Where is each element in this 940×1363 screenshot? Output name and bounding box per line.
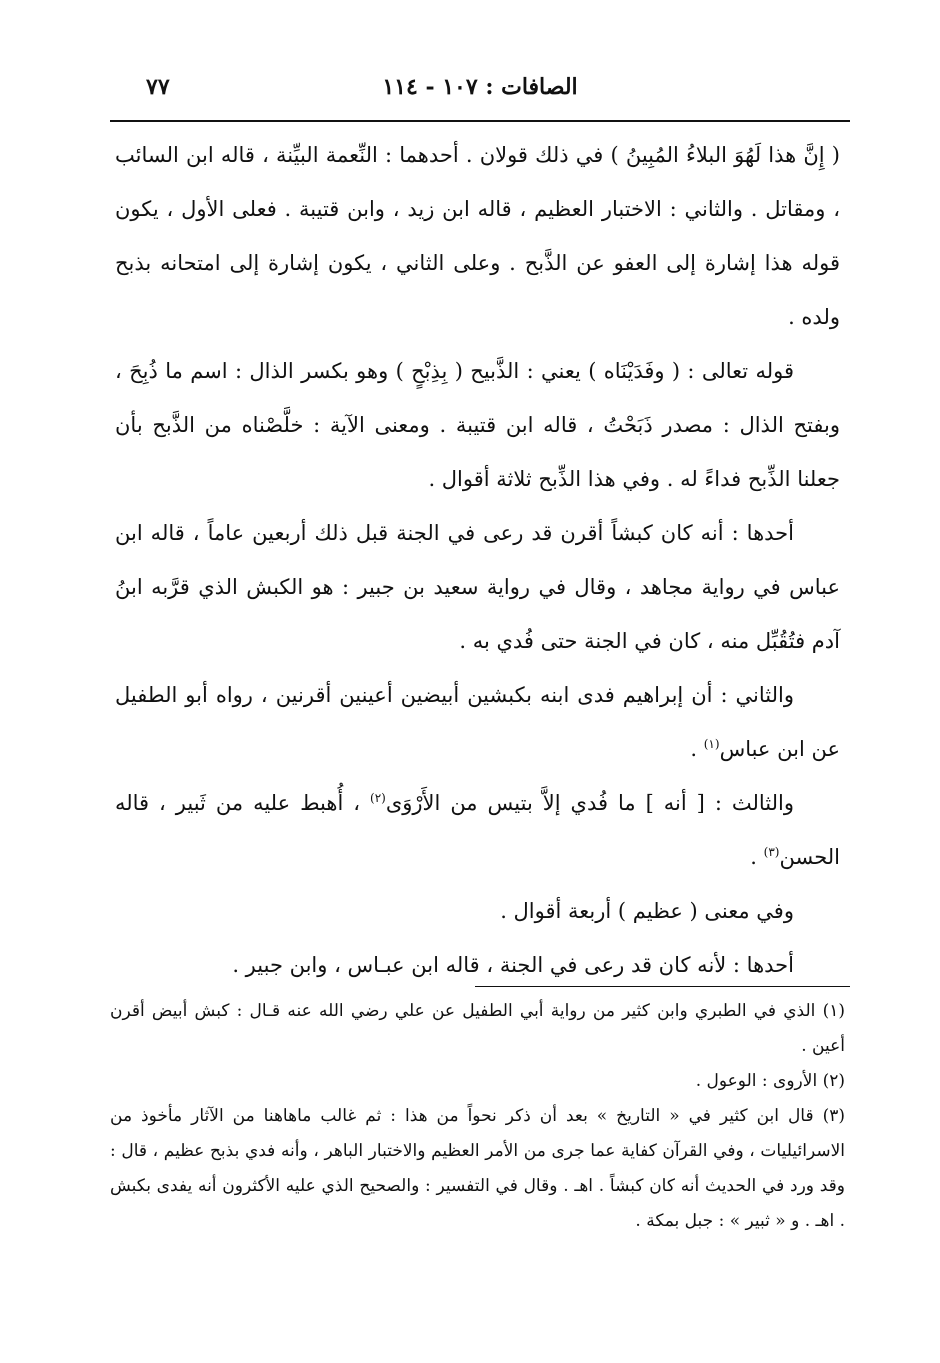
paragraph-3: أحدها : أنه كان كبشاً أقرن قد رعى في الجنة قبل ذلك أربعين عاماً ، قاله ابن عباس في رواية مجاهد ، وقال في رواية سعيد بن جبير : هو الكبش الذي قرَّبه ابنُ آدم فتُقُبِّل منه ، كان في الجنة حتى فُدي به . bbox=[115, 521, 840, 653]
footnote-3: (٣) قال ابن كثير في « التاريخ » بعد أن ذكر نحواً من هذا : ثم غالب ماهاهنا من الآثار مأخوذ من الاسرائيليات ، وفي القرآن كفاية عما جرى من الأمر العظيم والاختبار الباهر ، وأنه فدي بذبح عظيم ، قال : وقد ورد في الحديث أنه كان كبشاً . اهـ . وقال في التفسير : والصحيح الذي عليه الأكثرون أنه يفدى بكبش . اهـ . و « ثبير » : جبل بمكة . bbox=[110, 1106, 845, 1231]
paragraph-2: قوله تعالى : ( وفَدَيْنَاه ) يعني : الذَّبيح ( بِذِبْحٍ ) وهو بكسر الذال : اسم ما ذُبِحَ ، وبفتح الذال : مصدر ذَبَحْتُ ، قاله ابن قتيبة . ومعنى الآية : خلَّصْناه من الذَّبح بأن جعلنا الذِّبح فداءً له . وفي هذا الذِّبح ثلاثة أقوال . bbox=[115, 359, 840, 491]
footnote-separator bbox=[475, 986, 850, 987]
header-rule bbox=[110, 120, 850, 122]
paragraph-5-text-a: والثالث : [ أنه ] ما فُدي إلاَّ بتيس من الأَرْوَى bbox=[385, 791, 794, 815]
page-number: ٧٧ bbox=[146, 74, 170, 100]
paragraph-6: وفي معنى ( عظيم ) أربعة أقوال . bbox=[500, 899, 794, 923]
page-header bbox=[110, 70, 850, 110]
paragraph-4 bbox=[115, 668, 840, 776]
paragraph-5-end: . bbox=[750, 845, 764, 869]
footnote-ref-3: (٣) bbox=[763, 845, 780, 859]
paragraph-1: ( إِنَّ هذا لَهُوَ البلاءُ المُبِينُ ) في ذلك قولان . أحدهما : النِّعمة البيِّنة ، قاله ابن السائب ، ومقاتل . والثاني : الاختبار العظيم ، قاله ابن زيد ، وابن قتيبة . فعلى الأول ، يكون قوله هذا إشارة إلى العفو عن الذَّبح . وعلى الثاني ، يكون إشارة إلى امتحانه بذبح ولده . bbox=[115, 143, 840, 329]
footnote-2: (٢) الأروى : الوعول . bbox=[695, 1071, 845, 1091]
footnote-ref-2: (٢) bbox=[370, 791, 386, 805]
paragraph-7: أحدها : لأنه كان قد رعى في الجنة ، قاله ابن عبـاس ، وابن جبير . bbox=[232, 953, 794, 977]
paragraph-4-text: والثاني : أن إبراهيم فدى ابنه بكبشين أبيضين أعينين أقرنين ، رواه أبو الطفيل عن ابن عباس bbox=[115, 683, 840, 761]
footnotes bbox=[110, 994, 845, 1239]
main-text bbox=[115, 128, 840, 992]
footnote-1: (١) الذي في الطبري وابن كثير من رواية أبي الطفيل عن علي رضي الله عنه قـال : كبش أبيض أقرن أعين . bbox=[110, 1001, 845, 1056]
running-title: الصافات : ١٠٧ - ١١٤ bbox=[382, 74, 578, 100]
paragraph-4-end: . bbox=[690, 737, 704, 761]
paragraph-5 bbox=[115, 776, 840, 884]
paragraph-5-text-b: ، أُهبط عليه من ثَبير ، قاله الحسن bbox=[115, 791, 840, 869]
footnote-ref-1: (١) bbox=[703, 737, 720, 751]
